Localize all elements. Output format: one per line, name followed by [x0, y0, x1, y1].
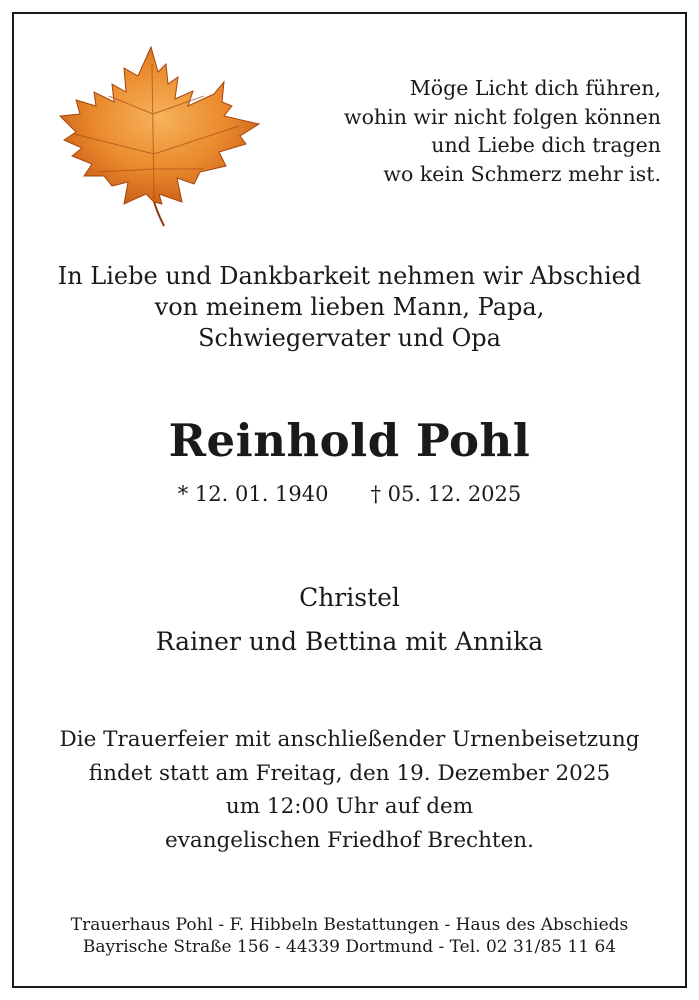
family-line: Rainer und Bettina mit Annika: [155, 627, 544, 656]
intro-line: In Liebe und Dankbarkeit nehmen wir Abschied: [57, 262, 642, 290]
service-line: Die Trauerfeier mit anschließender Urnenbeisetzung: [59, 727, 640, 752]
poem-line: und Liebe dich tragen: [431, 133, 661, 157]
poem-line: wo kein Schmerz mehr ist.: [383, 161, 661, 186]
service-line: um 12:00 Uhr auf dem: [225, 794, 474, 819]
footer-line: Bayrische Straße 156 - 44339 Dortmund - Tel. 02 31/85 11 64: [82, 937, 617, 957]
maple-leaf-icon: [54, 44, 264, 229]
family-signatures: [14, 576, 685, 664]
intro-line: von meinem lieben Mann, Papa,: [154, 293, 545, 321]
poem-quote: [344, 74, 661, 188]
deceased-name: Reinhold Pohl: [168, 414, 531, 467]
poem-line: wohin wir nicht folgen können: [344, 104, 661, 129]
death-date: † 05. 12. 2025: [370, 482, 522, 506]
intro-line: Schwiegervater und Opa: [198, 324, 501, 352]
obituary-card: [12, 12, 687, 988]
family-line: Christel: [299, 583, 400, 612]
funeral-home-footer: [14, 914, 685, 958]
funeral-service-info: [14, 723, 685, 857]
service-line: findet statt am Freitag, den 19. Dezember 2025: [88, 760, 611, 786]
farewell-intro: [14, 261, 685, 354]
footer-line: Trauerhaus Pohl - F. Hibbeln Bestattungen - Haus des Abschieds: [70, 915, 629, 935]
life-dates: [14, 482, 685, 506]
service-line: evangelischen Friedhof Brechten.: [165, 827, 534, 853]
poem-line: Möge Licht dich führen,: [409, 76, 661, 100]
birth-date: * 12. 01. 1940: [177, 482, 329, 506]
